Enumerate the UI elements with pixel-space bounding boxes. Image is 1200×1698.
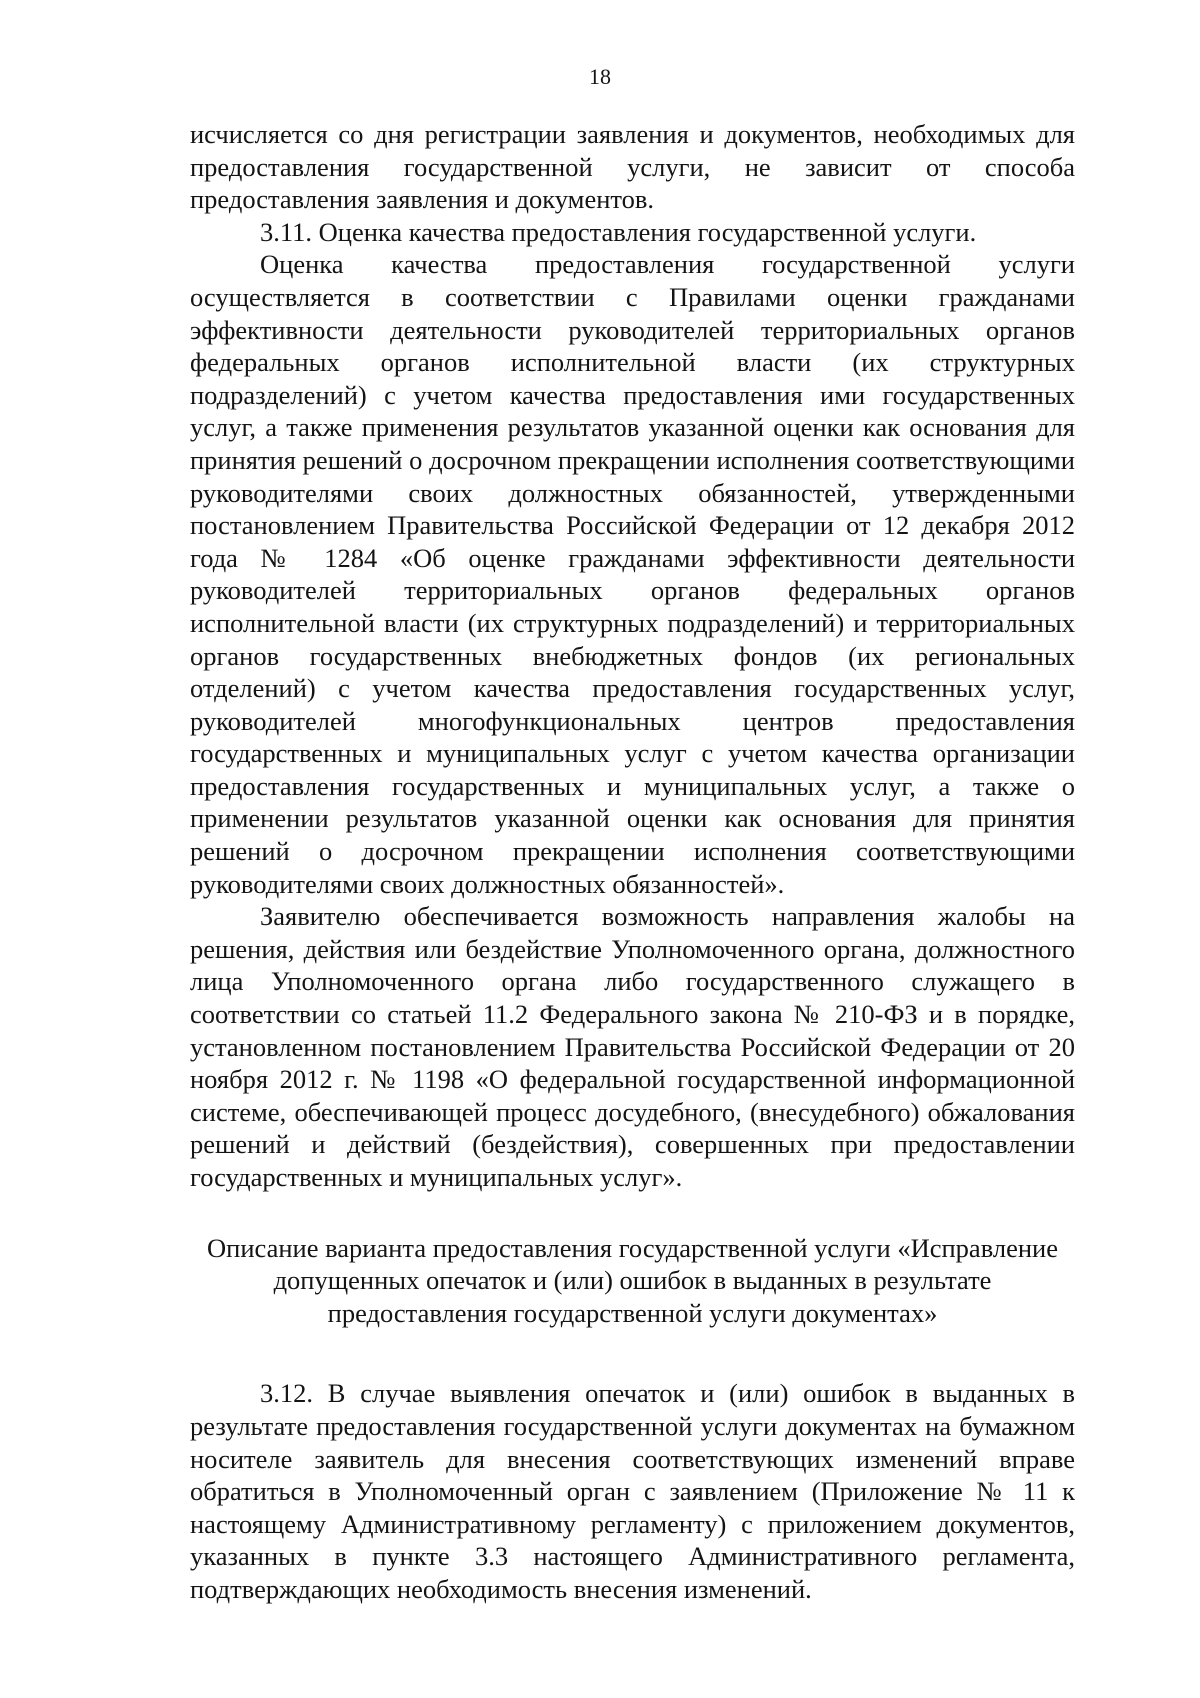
paragraph-3-12: 3.12. В случае выявления опечаток и (или) ошибок в выданных в результате предоставления государственной услуги документах на бумажном носителе заявитель для внесения соответствующих изменений вправе обратиться в Уполномоченный орган с заявлением (Приложение № 11 к настоящему Административному регламенту) с приложением документов, указанных в пункте 3.3 настоящего Административного регламента, подтверждающих необходимость внесения изменений.: [190, 1378, 1075, 1604]
section-heading-line-3: предоставления государственной услуги документах»: [327, 1297, 938, 1328]
section-heading-line-2: допущенных опечаток и (или) ошибок в выданных в результате: [273, 1265, 992, 1296]
paragraph-continuation: исчисляется со дня регистрации заявления и документов, необходимых для предоставления государственной услуги, не зависит от способа предоставления заявления и документов.: [190, 119, 1075, 215]
section-heading: [190, 1232, 1075, 1330]
paragraph-quality-assessment: Оценка качества предоставления государственной услуги осуществляется в соответствии с Правилами оценки гражданами эффективности деятельности руководителей территориальных органов федеральных органов исполнительной власти (их структурных подразделений) с учетом качества предоставления ими государственных услуг, а также применения результатов указанной оценки как основания для принятия решений о досрочном прекращении исполнения соответствующими руководителями своих должностных обязанностей, утвержденными постановлением Правительства Российской Федерации от 12 декабря 2012 года № 1284 «Об оценке гражданами эффективности деятельности руководителей территориальных органов федеральных органов исполнительной власти (их структурных подразделений) и территориальных органов государственных внебюджетных фондов (их региональных отделений) с учетом качества предоставления государственных услуг, руководителей многофункциональных центров предоставления государственных и муниципальных услуг с учетом качества организации предоставления государственных и муниципальных услуг, а также о применении результатов указанной оценки как основания для принятия решений о досрочном прекращении исполнения соответствующими руководителями своих должностных обязанностей».: [190, 249, 1075, 899]
section-heading-line-1: Описание варианта предоставления государственной услуги «Исправление: [207, 1232, 1058, 1263]
paragraph-complaint-right: Заявителю обеспечивается возможность направления жалобы на решения, действия или бездействие Уполномоченного органа, должностного лица Уполномоченного органа либо государственного служащего в соответствии со статьей 11.2 Федерального закона № 210-ФЗ и в порядке, установленном постановлением Правительства Российской Федерации от 20 ноября 2012 г. № 1198 «О федеральной государственной информационной системе, обеспечивающей процесс досудебного, (внесудебного) обжалования решений и действий (бездействия), совершенных при предоставлении государственных и муниципальных услуг».: [190, 901, 1075, 1192]
page-number: 18: [589, 64, 611, 89]
document-body: [190, 118, 1075, 1606]
section-3-11-title: 3.11. Оценка качества предоставления государственной услуги.: [260, 216, 977, 247]
